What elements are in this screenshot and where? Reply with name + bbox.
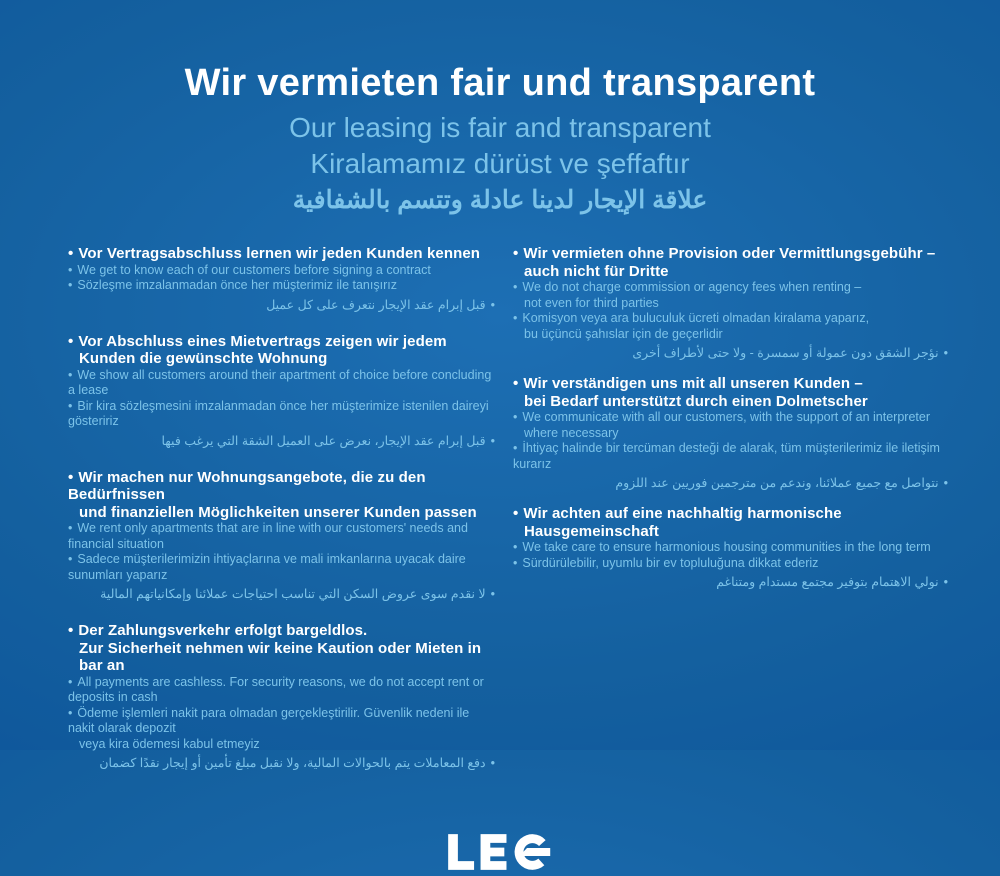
turkish-text: veya kira ödemesi kabul etmeyiz — [79, 736, 260, 751]
german-heading-text: Hausgemeinschaft — [524, 522, 659, 540]
left-column — [68, 245, 495, 791]
bullet: • — [513, 540, 518, 554]
bullet: • — [68, 367, 73, 382]
bullet: • — [513, 311, 518, 325]
turkish-text: Ödeme işlemleri nakit para olmadan gerçekleştirilir. Güvenlik nedeni ile nakit olarak depozit — [68, 705, 470, 735]
turkish-line — [68, 278, 495, 294]
english-text: We take care to ensure harmonious housing communities in the long term — [522, 540, 931, 554]
footer — [0, 833, 1000, 876]
german-heading-text: Zur Sicherheit nehmen wir keine Kaution oder Mieten in bar an — [79, 639, 482, 674]
bullet: • — [68, 398, 73, 413]
english-line — [513, 410, 948, 426]
section-interpreter-support — [513, 375, 948, 491]
turkish-text: Bir kira sözleşmesini imzalanmadan önce her müşterimize istenilen daireyi gösteririz — [68, 398, 489, 428]
leg-logo-graphic — [446, 833, 554, 871]
english-text: We show all customers around their apartment of choice before concluding a lease — [68, 367, 492, 397]
section-cashless-payments — [68, 622, 495, 771]
german-heading-text: bei Bedarf unterstützt durch einen Dolmetscher — [524, 392, 868, 410]
german-heading-text: Wir verständigen uns mit all unseren Kunden – — [523, 375, 863, 392]
german-heading-line — [68, 622, 495, 640]
german-heading-line — [68, 504, 495, 522]
bullet: • — [68, 622, 74, 639]
english-line — [68, 675, 495, 706]
arabic-line — [513, 574, 948, 590]
bullet: • — [68, 278, 73, 292]
german-heading-text: Wir vermieten ohne Provision oder Vermittlungsgebühr – — [523, 245, 936, 262]
arabic-text: لا نقدم سوى عروض السكن التي تناسب احتياجات عملائنا وإمكانياتهم المالية — [100, 587, 486, 601]
german-heading-line — [68, 333, 495, 351]
bullet: • — [943, 575, 948, 589]
german-heading-line — [68, 640, 495, 675]
turkish-line — [68, 706, 495, 737]
turkish-text: bu üçüncü şahıslar için de geçerlidir — [524, 326, 723, 341]
section-no-commission — [513, 245, 948, 361]
german-heading-line — [513, 393, 948, 411]
arabic-line — [68, 433, 495, 449]
bullet: • — [68, 262, 73, 277]
german-heading-text: Wir achten auf eine nachhaltig harmonische — [523, 505, 842, 522]
german-heading-line — [513, 375, 948, 393]
header — [0, 0, 1000, 215]
bullet: • — [513, 505, 519, 522]
german-heading-line — [68, 469, 495, 504]
german-heading-line — [68, 350, 495, 368]
german-heading-line — [68, 245, 495, 263]
headline-arabic: علاقة الإيجار لدينا عادلة وتتسم بالشفافية — [292, 186, 708, 214]
headline-german: Wir vermieten fair und transparent — [184, 62, 816, 104]
german-heading-text: auch nicht für Dritte — [524, 262, 669, 280]
bullet: • — [68, 332, 74, 350]
bullet: • — [513, 245, 519, 262]
bullet: • — [490, 756, 495, 770]
bullet: • — [68, 705, 73, 720]
german-heading-text: Kunden die gewünschte Wohnung — [79, 350, 328, 367]
english-line — [513, 426, 948, 442]
turkish-line — [513, 556, 948, 572]
arabic-line — [513, 475, 948, 491]
german-heading-line — [513, 505, 948, 523]
bullet: • — [490, 297, 495, 312]
german-heading-line — [513, 263, 948, 281]
turkish-text: Sürdürülebilir, uyumlu bir ev topluluğuna dikkat ederiz — [522, 555, 819, 570]
bullet: • — [490, 587, 495, 601]
turkish-line — [68, 399, 495, 430]
arabic-line — [68, 586, 495, 602]
arabic-line — [68, 297, 495, 313]
bullet: • — [513, 410, 518, 424]
arabic-text: دفع المعاملات يتم بالحوالات المالية، ولا نقبل مبلغ تأمين أو إيجار نقدًا كضمان — [99, 756, 486, 770]
english-text: where necessary — [524, 425, 619, 440]
arabic-text: قبل إبرام عقد الإيجار نتعرف على كل عميل — [266, 297, 486, 312]
arabic-text: نؤجر الشقق دون عمولة أو سمسرة - ولا حتى لأطراف أخرى — [632, 346, 939, 360]
english-line — [513, 296, 948, 312]
bullet: • — [943, 346, 948, 360]
section-harmonious-community — [513, 505, 948, 590]
german-heading-line — [513, 523, 948, 541]
bullet: • — [68, 468, 74, 486]
english-text: We rent only apartments that are in line with our customers' needs and financial situation — [68, 521, 468, 551]
english-line — [513, 540, 948, 556]
arabic-text: نتواصل مع جميع عملائنا، وندعم من مترجمين فوريين عند اللزوم — [615, 476, 939, 490]
arabic-line — [68, 755, 495, 771]
turkish-line — [513, 311, 948, 327]
section-suitable-offers — [68, 469, 495, 603]
arabic-text: قبل إبرام عقد الإيجار، نعرض على العميل الشقة التي يرغب فيها — [161, 433, 486, 448]
german-heading-text: Vor Vertragsabschluss lernen wir jeden Kunden kennen — [78, 245, 481, 262]
turkish-line — [513, 441, 948, 472]
english-line — [68, 521, 495, 552]
turkish-text: Sözleşme imzalanmadan önce her müşterimiz ile tanışırız — [77, 278, 397, 292]
arabic-text: نولي الاهتمام بتوفير مجتمع مستدام ومتناغم — [716, 575, 939, 589]
bullet: • — [943, 476, 948, 490]
english-text: We do not charge commission or agency fees when renting – — [522, 280, 862, 294]
leg-logo — [446, 833, 554, 871]
english-text: not even for third parties — [524, 295, 659, 310]
bullet: • — [490, 433, 495, 448]
german-heading-text: und finanziellen Möglichkeiten unserer Kunden passen — [79, 503, 477, 521]
bullet: • — [513, 375, 519, 392]
bullet: • — [68, 245, 74, 262]
content-columns — [0, 245, 1000, 791]
section-get-to-know-customers — [68, 245, 495, 313]
turkish-line — [513, 327, 948, 343]
bullet: • — [68, 521, 73, 535]
turkish-line — [68, 552, 495, 583]
turkish-text: İhtiyaç halinde bir tercüman desteği de alarak, tüm müşterilerimiz ile iletişim kurarız — [513, 441, 940, 471]
english-line — [68, 263, 495, 279]
german-heading-text: Der Zahlungsverkehr erfolgt bargeldlos. — [78, 622, 368, 639]
english-line — [513, 280, 948, 296]
bullet: • — [513, 441, 518, 455]
right-column — [513, 245, 948, 791]
bullet: • — [68, 552, 73, 566]
english-text: We communicate with all our customers, with the support of an interpreter — [522, 410, 930, 424]
arabic-line — [513, 345, 948, 361]
bullet: • — [68, 674, 73, 689]
headline-turkish: Kiralamamız dürüst ve şeffaftır — [310, 148, 690, 179]
german-heading-line — [513, 245, 948, 263]
english-text: We get to know each of our customers before signing a contract — [77, 262, 431, 277]
turkish-text: Sadece müşterilerimizin ihtiyaçlarına ve mali imkanlarına uyacak daire sunumları yaparız — [68, 552, 466, 582]
german-heading-text: Vor Abschluss eines Mietvertrags zeigen wir jedem — [78, 332, 447, 350]
english-text: All payments are cashless. For security reasons, we do not accept rent or deposits in cash — [68, 674, 484, 704]
section-show-apartment — [68, 333, 495, 449]
turkish-text: Komisyon veya ara buluculuk ücreti olmadan kiralama yaparız, — [522, 311, 870, 325]
english-line — [68, 368, 495, 399]
german-heading-text: Wir machen nur Wohnungsangebote, die zu den Bedürfnissen — [68, 468, 426, 503]
bullet: • — [513, 555, 518, 570]
bullet: • — [513, 280, 518, 294]
headline-english: Our leasing is fair and transparent — [289, 112, 711, 143]
